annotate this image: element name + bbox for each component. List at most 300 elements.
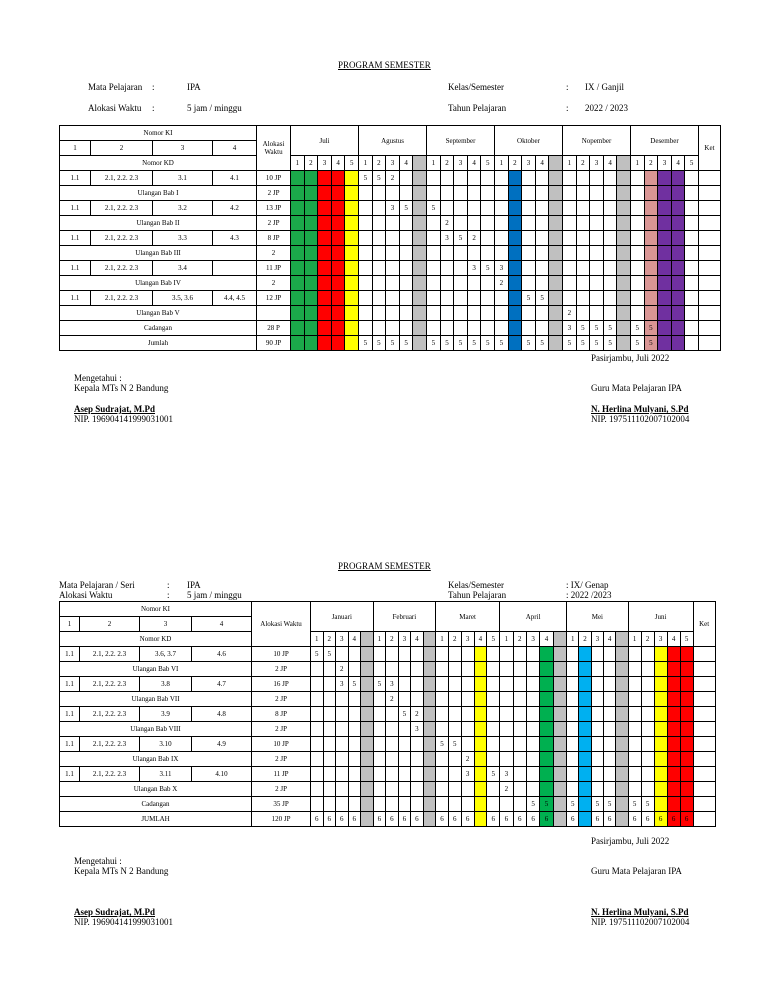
week-cell: 5 bbox=[603, 336, 617, 351]
week-cell bbox=[291, 216, 305, 231]
semester-table-1 bbox=[59, 125, 721, 351]
week-cell bbox=[658, 261, 672, 276]
week-cell bbox=[399, 186, 413, 201]
week-cell bbox=[508, 216, 522, 231]
week-cell bbox=[500, 707, 513, 722]
ki-number-header: 3 bbox=[140, 617, 192, 632]
week-cell bbox=[540, 782, 553, 797]
week-cell bbox=[423, 692, 436, 707]
kd-cell: 3.11 bbox=[140, 767, 192, 782]
week-cell bbox=[413, 246, 427, 261]
week-cell bbox=[413, 336, 427, 351]
week-cell bbox=[331, 171, 345, 186]
week-cell bbox=[291, 201, 305, 216]
week-cell bbox=[579, 707, 591, 722]
week-cell bbox=[654, 662, 667, 677]
week-cell bbox=[591, 722, 603, 737]
week-cell bbox=[549, 261, 563, 276]
week-number: 2 bbox=[304, 156, 318, 171]
ket-cell bbox=[693, 812, 715, 827]
week-cell bbox=[323, 797, 336, 812]
table-row bbox=[60, 677, 716, 692]
week-cell bbox=[617, 306, 631, 321]
page-title-2: PROGRAM SEMESTER bbox=[338, 561, 431, 571]
week-cell bbox=[413, 171, 427, 186]
week-cell bbox=[658, 231, 672, 246]
week-cell bbox=[628, 677, 641, 692]
week-number: 5 bbox=[685, 156, 699, 171]
week-cell bbox=[331, 231, 345, 246]
week-cell bbox=[628, 752, 641, 767]
week-number: 2 bbox=[576, 156, 590, 171]
week-cell bbox=[540, 722, 553, 737]
table-row bbox=[60, 231, 721, 246]
week-cell bbox=[331, 276, 345, 291]
week-cell bbox=[604, 692, 616, 707]
week-cell bbox=[540, 752, 553, 767]
week-cell: 5 bbox=[372, 171, 386, 186]
week-number: 4 bbox=[603, 156, 617, 171]
week-cell bbox=[359, 291, 373, 306]
week-cell bbox=[373, 662, 386, 677]
month-header: Desember bbox=[631, 126, 699, 156]
week-cell bbox=[579, 797, 591, 812]
kd-cell: 1.1 bbox=[60, 647, 80, 662]
week-cell bbox=[304, 171, 318, 186]
week-cell: 6 bbox=[448, 812, 461, 827]
week-cell bbox=[576, 291, 590, 306]
tahun-label-2: Tahun Pelajaran bbox=[448, 590, 507, 600]
kd-cell: 2.1, 2.2. 2.3 bbox=[91, 201, 153, 216]
ket-cell bbox=[693, 692, 715, 707]
week-cell bbox=[590, 231, 604, 246]
kd-cell: 4.8 bbox=[192, 707, 252, 722]
week-cell bbox=[461, 722, 474, 737]
week-cell bbox=[348, 767, 361, 782]
week-cell: 5 bbox=[535, 336, 549, 351]
mapel-label-2: Mata Pelajaran / Seri bbox=[59, 580, 135, 590]
week-cell bbox=[411, 647, 424, 662]
week-cell: 5 bbox=[436, 737, 449, 752]
week-cell bbox=[487, 707, 500, 722]
week-cell bbox=[671, 171, 685, 186]
week-cell bbox=[680, 662, 693, 677]
week-cell bbox=[481, 171, 495, 186]
week-cell bbox=[644, 201, 658, 216]
week-cell bbox=[323, 692, 336, 707]
week-cell bbox=[616, 707, 628, 722]
week-cell bbox=[361, 782, 374, 797]
kd-cell: 1.1 bbox=[60, 201, 91, 216]
alokasi-cell: 13 JP bbox=[257, 201, 291, 216]
week-cell bbox=[373, 752, 386, 767]
week-cell bbox=[567, 707, 579, 722]
week-cell bbox=[641, 737, 654, 752]
week-cell bbox=[685, 321, 699, 336]
week-cell bbox=[617, 171, 631, 186]
week-cell bbox=[467, 186, 481, 201]
kd-cell bbox=[213, 261, 257, 276]
week-number: 3 bbox=[461, 632, 474, 647]
week-cell bbox=[448, 797, 461, 812]
week-cell bbox=[644, 276, 658, 291]
week-cell bbox=[467, 306, 481, 321]
week-number: 2 bbox=[440, 156, 454, 171]
week-cell bbox=[685, 186, 699, 201]
week-cell bbox=[671, 201, 685, 216]
week-cell: 5 bbox=[631, 336, 645, 351]
week-number: 1 bbox=[495, 156, 509, 171]
week-cell bbox=[311, 677, 324, 692]
week-cell bbox=[579, 782, 591, 797]
alokasi-label: Alokasi Waktu bbox=[88, 103, 142, 113]
week-cell bbox=[398, 692, 411, 707]
week-number: 1 bbox=[436, 632, 449, 647]
row-label: Ulangan Bab VII bbox=[60, 692, 252, 707]
week-cell bbox=[348, 752, 361, 767]
week-cell bbox=[590, 306, 604, 321]
week-cell bbox=[603, 216, 617, 231]
week-cell bbox=[481, 306, 495, 321]
alokasi-cell: 11 JP bbox=[257, 261, 291, 276]
week-cell bbox=[474, 647, 487, 662]
week-number: 1 bbox=[631, 156, 645, 171]
week-cell bbox=[359, 306, 373, 321]
week-cell bbox=[654, 797, 667, 812]
week-cell bbox=[631, 306, 645, 321]
week-cell bbox=[372, 306, 386, 321]
week-cell bbox=[467, 171, 481, 186]
week-cell bbox=[685, 231, 699, 246]
week-number: 4 bbox=[411, 632, 424, 647]
week-cell bbox=[685, 276, 699, 291]
week-cell bbox=[508, 231, 522, 246]
week-cell: 5 bbox=[576, 336, 590, 351]
table-row bbox=[60, 276, 721, 291]
week-cell bbox=[448, 782, 461, 797]
week-cell: 5 bbox=[487, 767, 500, 782]
week-cell bbox=[671, 246, 685, 261]
nomor-ki-header: Nomor KI bbox=[60, 602, 252, 617]
week-cell bbox=[481, 201, 495, 216]
week-cell bbox=[361, 692, 374, 707]
week-cell bbox=[398, 767, 411, 782]
week-cell bbox=[487, 722, 500, 737]
nomor-ki-header: Nomor KI bbox=[60, 126, 257, 141]
week-cell bbox=[318, 246, 332, 261]
week-cell bbox=[535, 276, 549, 291]
row-label: Ulangan Bab I bbox=[60, 186, 257, 201]
week-cell bbox=[526, 662, 539, 677]
week-cell bbox=[304, 186, 318, 201]
ket-cell bbox=[698, 246, 720, 261]
week-cell bbox=[323, 752, 336, 767]
row-label: Ulangan Bab VIII bbox=[60, 722, 252, 737]
week-cell bbox=[304, 291, 318, 306]
week-cell: 6 bbox=[641, 812, 654, 827]
guru-name-2: N. Herlina Mulyani, S.Pd bbox=[591, 907, 689, 917]
week-cell bbox=[398, 782, 411, 797]
week-cell: 5 bbox=[323, 647, 336, 662]
week-cell bbox=[372, 291, 386, 306]
week-cell bbox=[386, 276, 400, 291]
week-cell bbox=[361, 662, 374, 677]
row-label: Ulangan Bab IX bbox=[60, 752, 252, 767]
week-cell bbox=[522, 231, 536, 246]
week-cell bbox=[667, 752, 680, 767]
guru-title-2: Guru Mata Pelajaran IPA bbox=[591, 866, 682, 876]
week-number: 1 bbox=[427, 156, 441, 171]
week-cell bbox=[526, 767, 539, 782]
week-cell bbox=[603, 276, 617, 291]
week-cell: 6 bbox=[500, 812, 513, 827]
week-cell bbox=[336, 782, 349, 797]
week-cell bbox=[641, 782, 654, 797]
week-cell bbox=[553, 647, 566, 662]
week-cell bbox=[331, 216, 345, 231]
guru-nip-1: NIP. 197511102007102004 bbox=[591, 414, 690, 424]
ki-number-header: 4 bbox=[213, 141, 257, 156]
week-cell bbox=[671, 276, 685, 291]
week-cell bbox=[549, 306, 563, 321]
week-cell bbox=[399, 171, 413, 186]
table-row bbox=[60, 752, 716, 767]
month-header: Januari bbox=[311, 602, 374, 632]
ki-number-header: 1 bbox=[60, 617, 80, 632]
week-cell bbox=[553, 767, 566, 782]
week-cell bbox=[336, 752, 349, 767]
week-cell bbox=[631, 246, 645, 261]
week-cell bbox=[440, 246, 454, 261]
week-number: 4 bbox=[667, 632, 680, 647]
week-cell bbox=[304, 201, 318, 216]
week-cell bbox=[423, 707, 436, 722]
week-number: 3 bbox=[386, 156, 400, 171]
week-cell bbox=[440, 171, 454, 186]
week-cell bbox=[318, 336, 332, 351]
week-cell bbox=[631, 261, 645, 276]
week-cell bbox=[373, 737, 386, 752]
week-number: 3 bbox=[658, 156, 672, 171]
week-cell bbox=[373, 707, 386, 722]
week-cell bbox=[579, 692, 591, 707]
week-cell bbox=[549, 291, 563, 306]
alokasi-cell: 2 JP bbox=[252, 692, 311, 707]
week-cell bbox=[318, 201, 332, 216]
tahun-value: 2022 / 2023 bbox=[585, 103, 629, 113]
week-cell bbox=[311, 767, 324, 782]
week-cell: 5 bbox=[604, 797, 616, 812]
week-cell bbox=[423, 767, 436, 782]
alokasi-cell: 90 JP bbox=[257, 336, 291, 351]
week-cell bbox=[427, 291, 441, 306]
ket-cell bbox=[693, 662, 715, 677]
week-cell bbox=[685, 306, 699, 321]
week-cell bbox=[549, 246, 563, 261]
week-cell bbox=[399, 246, 413, 261]
week-cell bbox=[579, 767, 591, 782]
week-cell bbox=[508, 201, 522, 216]
week-cell bbox=[448, 647, 461, 662]
week-cell bbox=[348, 737, 361, 752]
week-cell bbox=[641, 647, 654, 662]
guru-name-1: N. Herlina Mulyani, S.Pd bbox=[591, 404, 689, 414]
week-cell bbox=[508, 306, 522, 321]
week-cell bbox=[680, 797, 693, 812]
week-cell: 5 bbox=[448, 737, 461, 752]
week-cell bbox=[535, 231, 549, 246]
week-cell bbox=[540, 662, 553, 677]
week-cell bbox=[667, 647, 680, 662]
week-cell bbox=[331, 261, 345, 276]
week-number: 4 bbox=[671, 156, 685, 171]
week-cell bbox=[526, 722, 539, 737]
week-cell bbox=[413, 291, 427, 306]
week-cell: 5 bbox=[590, 336, 604, 351]
week-cell bbox=[553, 707, 566, 722]
week-cell bbox=[604, 767, 616, 782]
week-cell bbox=[399, 276, 413, 291]
week-cell: 5 bbox=[311, 647, 324, 662]
week-cell: 3 bbox=[461, 767, 474, 782]
week-cell bbox=[513, 767, 526, 782]
alokasi-cell: 120 JP bbox=[252, 812, 311, 827]
week-cell: 5 bbox=[603, 321, 617, 336]
week-cell bbox=[436, 692, 449, 707]
week-cell bbox=[372, 186, 386, 201]
week-cell bbox=[658, 186, 672, 201]
ket-cell bbox=[698, 186, 720, 201]
week-cell bbox=[291, 171, 305, 186]
week-cell bbox=[513, 752, 526, 767]
week-cell bbox=[591, 647, 603, 662]
ket-cell bbox=[693, 647, 715, 662]
week-cell bbox=[291, 321, 305, 336]
week-cell bbox=[386, 291, 400, 306]
week-cell: 5 bbox=[576, 321, 590, 336]
week-cell bbox=[291, 291, 305, 306]
week-number: 1 bbox=[373, 632, 386, 647]
week-cell bbox=[318, 186, 332, 201]
week-cell bbox=[508, 321, 522, 336]
week-cell bbox=[348, 662, 361, 677]
week-cell bbox=[398, 677, 411, 692]
week-cell bbox=[522, 306, 536, 321]
week-cell bbox=[658, 276, 672, 291]
week-cell: 5 bbox=[372, 336, 386, 351]
week-cell bbox=[628, 662, 641, 677]
week-cell bbox=[631, 216, 645, 231]
week-cell bbox=[553, 797, 566, 812]
week-cell bbox=[436, 797, 449, 812]
week-cell bbox=[604, 737, 616, 752]
week-cell bbox=[658, 321, 672, 336]
alokasi-cell: 2 JP bbox=[252, 752, 311, 767]
week-cell bbox=[411, 677, 424, 692]
kd-cell: 3.4 bbox=[153, 261, 213, 276]
week-cell bbox=[667, 692, 680, 707]
week-cell bbox=[513, 737, 526, 752]
week-number: 5 bbox=[345, 156, 359, 171]
week-cell bbox=[440, 291, 454, 306]
week-cell bbox=[658, 216, 672, 231]
ket-header: Ket bbox=[693, 602, 715, 647]
alokasi-cell: 2 JP bbox=[252, 722, 311, 737]
week-cell bbox=[467, 321, 481, 336]
week-cell bbox=[331, 336, 345, 351]
week-cell: 6 bbox=[628, 812, 641, 827]
week-cell bbox=[591, 737, 603, 752]
week-cell bbox=[500, 797, 513, 812]
week-cell bbox=[553, 692, 566, 707]
week-cell bbox=[440, 321, 454, 336]
week-cell: 5 bbox=[399, 201, 413, 216]
week-cell bbox=[386, 306, 400, 321]
week-cell bbox=[348, 692, 361, 707]
ket-cell bbox=[698, 171, 720, 186]
week-cell bbox=[500, 692, 513, 707]
week-number: 2 bbox=[448, 632, 461, 647]
kd-cell: 2.1, 2.2. 2.3 bbox=[91, 171, 153, 186]
week-cell bbox=[427, 186, 441, 201]
week-cell bbox=[535, 171, 549, 186]
week-cell bbox=[386, 321, 400, 336]
table-row bbox=[60, 782, 716, 797]
week-number: 3 bbox=[654, 632, 667, 647]
week-cell bbox=[373, 692, 386, 707]
alokasi-cell: 2 JP bbox=[252, 782, 311, 797]
week-cell bbox=[454, 276, 468, 291]
week-cell bbox=[361, 677, 374, 692]
week-cell: 6 bbox=[667, 812, 680, 827]
week-cell bbox=[658, 171, 672, 186]
week-cell bbox=[617, 336, 631, 351]
week-number: 2 bbox=[508, 156, 522, 171]
week-number bbox=[413, 156, 427, 171]
week-number: 4 bbox=[474, 632, 487, 647]
week-cell: 6 bbox=[567, 812, 579, 827]
week-cell bbox=[336, 647, 349, 662]
week-cell bbox=[522, 186, 536, 201]
week-cell bbox=[522, 276, 536, 291]
week-cell: 3 bbox=[440, 231, 454, 246]
week-cell bbox=[644, 231, 658, 246]
week-cell bbox=[318, 171, 332, 186]
week-cell bbox=[616, 797, 628, 812]
week-cell bbox=[591, 662, 603, 677]
week-cell bbox=[359, 261, 373, 276]
week-cell bbox=[535, 186, 549, 201]
week-cell bbox=[461, 797, 474, 812]
month-header: Februari bbox=[373, 602, 436, 632]
week-cell bbox=[399, 291, 413, 306]
week-number: 2 bbox=[513, 632, 526, 647]
week-cell bbox=[563, 246, 577, 261]
week-cell bbox=[579, 662, 591, 677]
week-cell bbox=[591, 767, 603, 782]
week-cell bbox=[311, 662, 324, 677]
tahun-label: Tahun Pelajaran bbox=[448, 103, 507, 113]
week-cell bbox=[631, 231, 645, 246]
week-cell bbox=[454, 186, 468, 201]
week-cell bbox=[567, 647, 579, 662]
ket-cell bbox=[698, 336, 720, 351]
week-cell bbox=[413, 261, 427, 276]
month-header: April bbox=[500, 602, 567, 632]
week-cell bbox=[345, 231, 359, 246]
alokasi-cell: 8 JP bbox=[257, 231, 291, 246]
table-row bbox=[60, 306, 721, 321]
